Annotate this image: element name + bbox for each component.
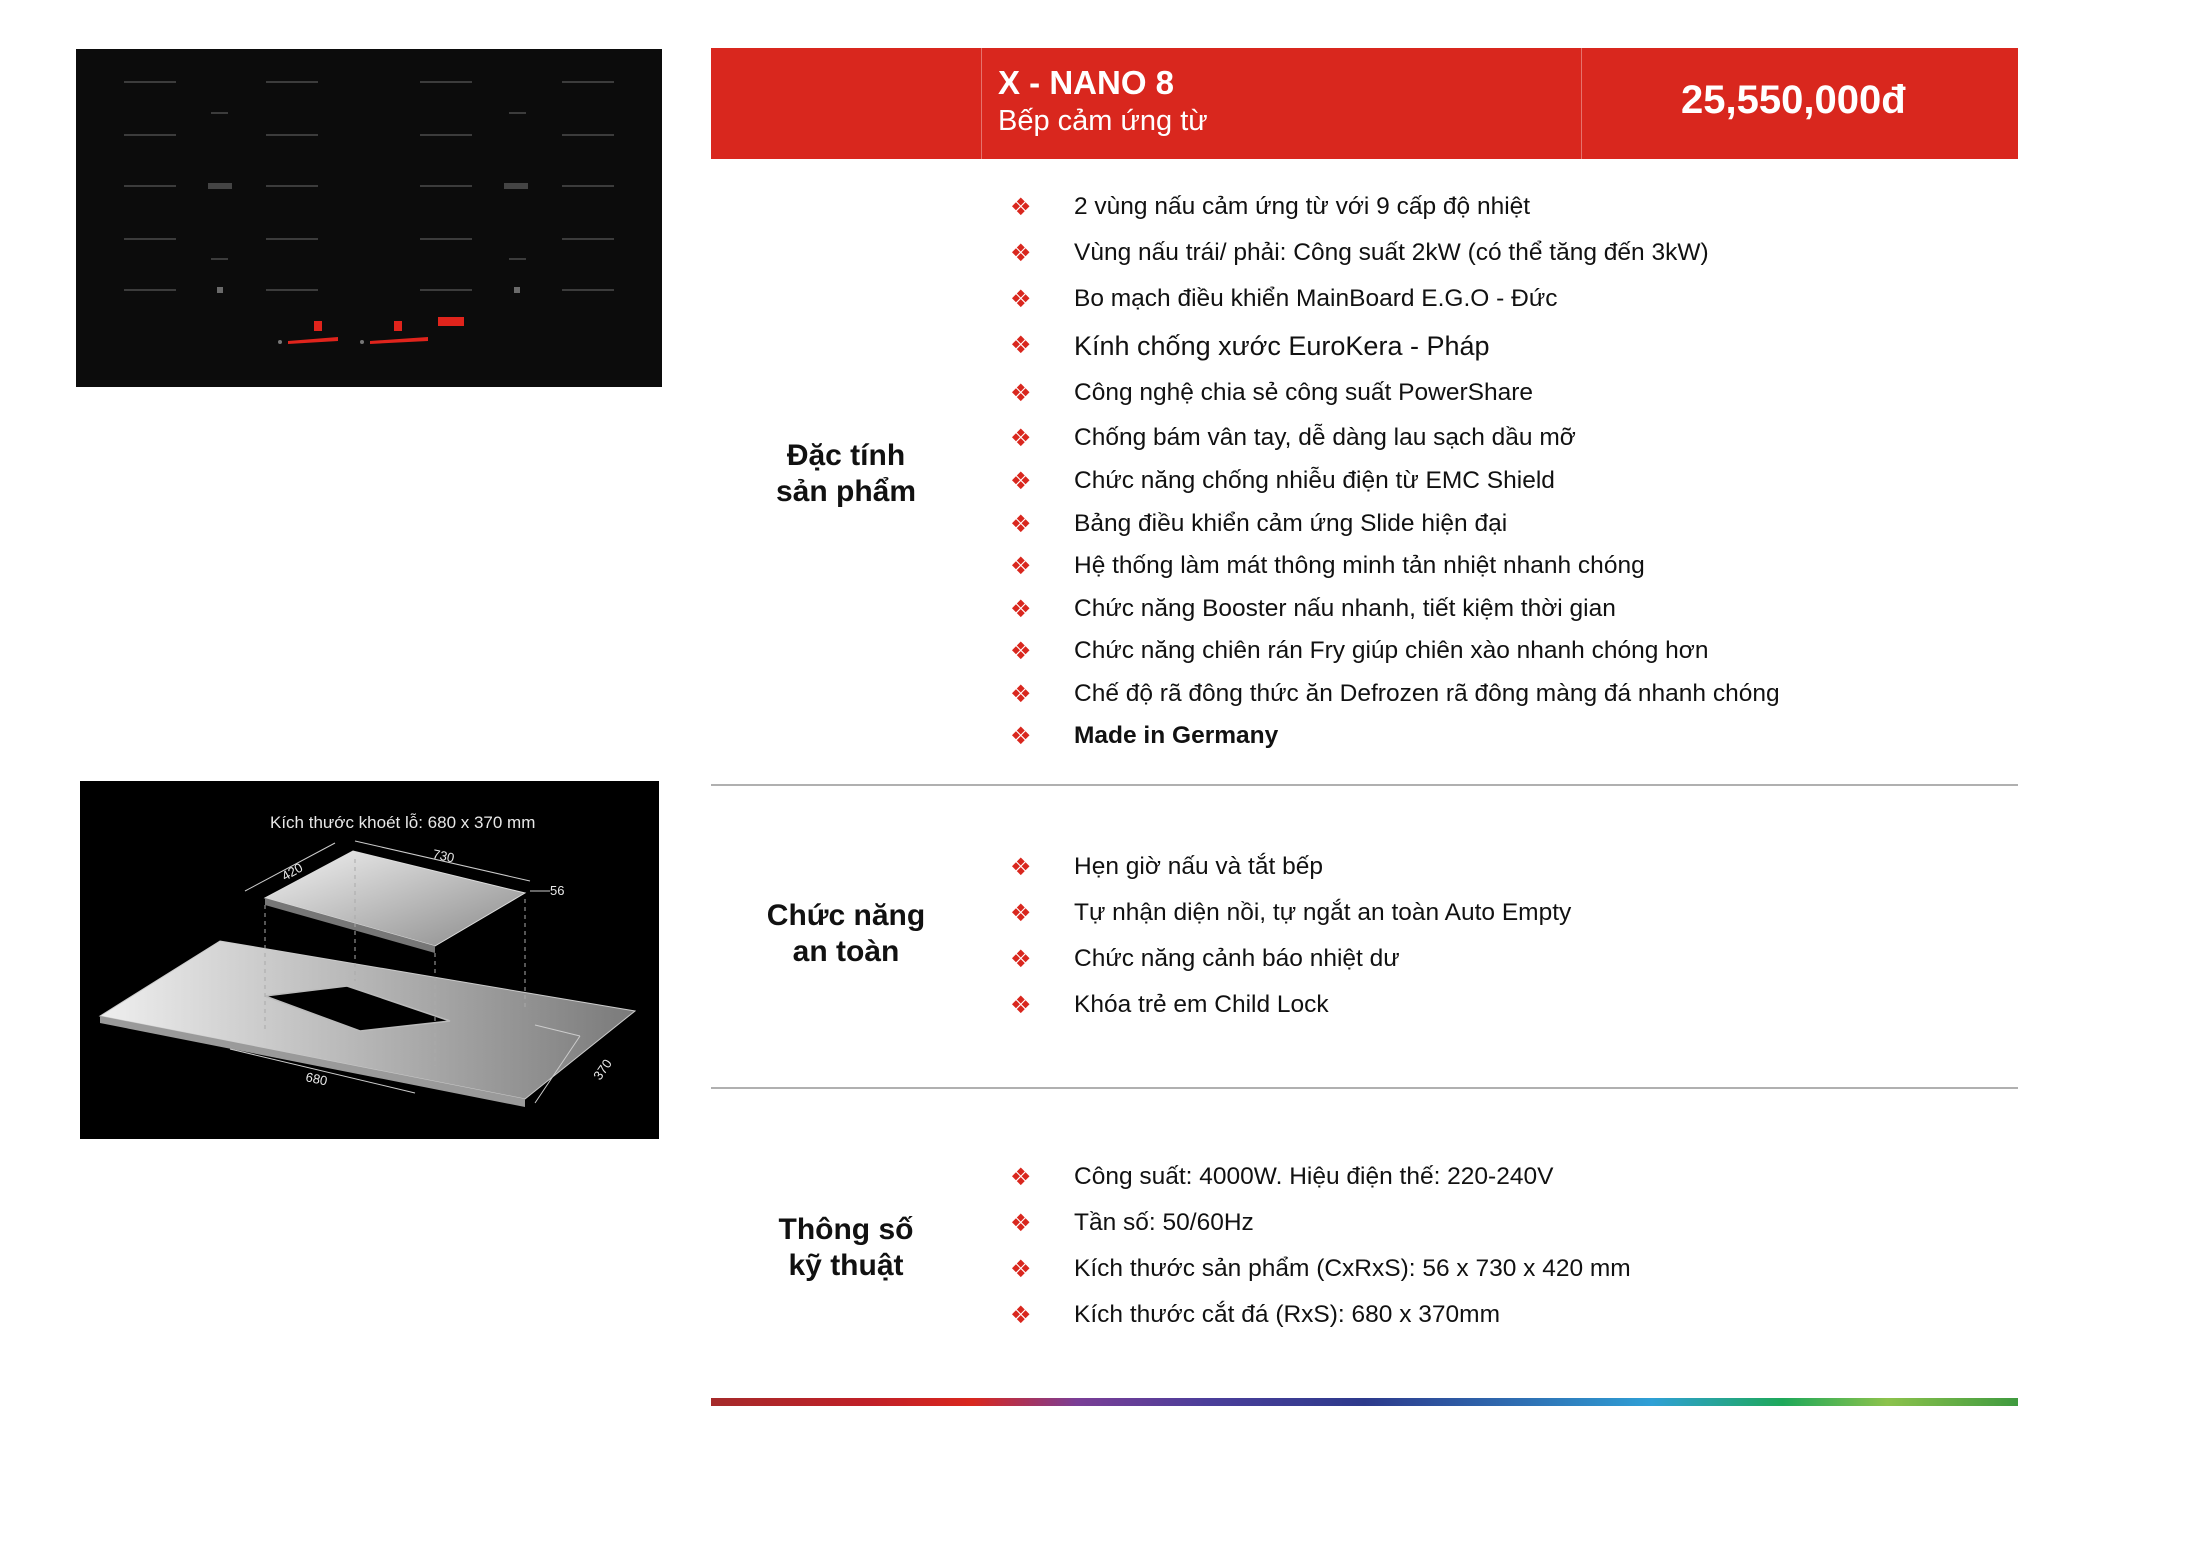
list-item: ❖ Hẹn giờ nấu và tắt bếp: [1010, 853, 1323, 881]
section-label-line: Chức năng: [766, 899, 926, 932]
dim-depth-label: 420: [279, 859, 306, 884]
safety-list: [1010, 853, 1571, 1037]
list-item: ❖ Hệ thống làm mát thông minh tản nhiệt nhanh chóng: [1010, 552, 1645, 580]
list-item: ❖ Công suất: 4000W. Hiệu điện thế: 220-240V: [1010, 1163, 1554, 1191]
list-item: ❖ Kính chống xước EuroKera - Pháp: [1010, 331, 1490, 361]
list-item: ❖ Bo mạch điều khiển MainBoard E.G.O - Đức: [1010, 285, 1558, 313]
rainbow-footer-bar: [711, 1398, 2018, 1406]
safety-section-label: [711, 898, 981, 970]
section-label-line: kỹ thuật: [788, 1249, 904, 1282]
features-list: [1010, 193, 1780, 764]
list-item: ❖ Chống bám vân tay, dễ dàng lau sạch dầu mỡ: [1010, 424, 1576, 452]
diamond-cluster-icon: ❖: [1010, 1255, 1032, 1283]
diamond-cluster-icon: ❖: [1010, 637, 1032, 665]
list-item: ❖ Khóa trẻ em Child Lock: [1010, 991, 1329, 1019]
diamond-cluster-icon: ❖: [1010, 1301, 1032, 1329]
cutout-dimension-photo: [80, 781, 659, 1139]
product-header: [711, 48, 2018, 159]
list-item: ❖ Tự nhận diện nồi, tự ngắt an toàn Auto Empty: [1010, 899, 1572, 927]
cutout-caption: Kích thước khoét lỗ: 680 x 370 mm: [270, 813, 536, 832]
diamond-cluster-icon: ❖: [1010, 1209, 1032, 1237]
section-label-line: Thông số: [778, 1213, 914, 1246]
diamond-cluster-icon: ❖: [1010, 680, 1032, 708]
cutout-illustration: [80, 781, 659, 1139]
dim-top-label: 730: [431, 846, 456, 866]
specs-section-label: [711, 1212, 981, 1284]
section-label-line: an toàn: [792, 935, 900, 968]
list-item: ❖ Kích thước cắt đá (RxS): 680 x 370mm: [1010, 1301, 1500, 1329]
diamond-cluster-icon: ❖: [1010, 239, 1032, 267]
cooktop-illustration: [76, 49, 662, 387]
product-type: Bếp cảm ứng từ: [998, 105, 1208, 137]
list-item: ❖ Tần số: 50/60Hz: [1010, 1209, 1254, 1237]
diamond-cluster-icon: ❖: [1010, 595, 1032, 623]
list-item: ❖ Chế độ rã đông thức ăn Defrozen rã đông màng đá nhanh chóng: [1010, 680, 1780, 708]
diamond-cluster-icon: ❖: [1010, 510, 1032, 538]
features-section-label: [711, 438, 981, 510]
diamond-cluster-icon: ❖: [1010, 285, 1032, 313]
section-divider: [711, 784, 2018, 786]
list-item: ❖ Chức năng Booster nấu nhanh, tiết kiệm thời gian: [1010, 595, 1616, 623]
section-label-line: Đặc tính: [786, 439, 906, 472]
header-divider: [1581, 48, 1582, 159]
dim-height-label: 56: [550, 883, 565, 898]
list-item: ❖ Made in Germany: [1010, 722, 1279, 750]
cooktop-photo: [76, 49, 662, 387]
diamond-cluster-icon: ❖: [1010, 1163, 1032, 1191]
list-item: ❖ Công nghệ chia sẻ công suất PowerShare: [1010, 379, 1533, 407]
diamond-cluster-icon: ❖: [1010, 899, 1032, 927]
list-item: ❖ Chức năng chống nhiễu điện từ EMC Shield: [1010, 467, 1555, 495]
diamond-cluster-icon: ❖: [1010, 379, 1032, 407]
diamond-cluster-icon: ❖: [1010, 945, 1032, 973]
diamond-cluster-icon: ❖: [1010, 853, 1032, 881]
dim-cut-depth-label: 370: [590, 1056, 615, 1083]
product-price: 25,550,000đ: [1681, 78, 1906, 122]
section-divider: [711, 1087, 2018, 1089]
diamond-cluster-icon: ❖: [1010, 467, 1032, 495]
section-label-line: sản phẩm: [775, 475, 917, 508]
list-item: ❖ Kích thước sản phẩm (CxRxS): 56 x 730 x 420 mm: [1010, 1255, 1631, 1283]
header-divider: [981, 48, 982, 159]
diamond-cluster-icon: ❖: [1010, 193, 1032, 221]
diamond-cluster-icon: ❖: [1010, 424, 1032, 452]
diamond-cluster-icon: ❖: [1010, 331, 1032, 359]
diamond-cluster-icon: ❖: [1010, 991, 1032, 1019]
dim-cut-width-label: 680: [304, 1069, 329, 1089]
product-name: X - NANO 8: [998, 64, 1175, 101]
list-item: ❖ Chức năng cảnh báo nhiệt dư: [1010, 945, 1400, 973]
list-item: ❖ Chức năng chiên rán Fry giúp chiên xào nhanh chóng hơn: [1010, 637, 1709, 665]
specs-list: [1010, 1163, 1631, 1347]
diamond-cluster-icon: ❖: [1010, 552, 1032, 580]
list-item: ❖ Bảng điều khiển cảm ứng Slide hiện đại: [1010, 510, 1508, 538]
list-item: ❖ Vùng nấu trái/ phải: Công suất 2kW (có thể tăng đến 3kW): [1010, 239, 1709, 267]
list-item: ❖ 2 vùng nấu cảm ứng từ với 9 cấp độ nhiệt: [1010, 193, 1531, 221]
diamond-cluster-icon: ❖: [1010, 722, 1032, 750]
